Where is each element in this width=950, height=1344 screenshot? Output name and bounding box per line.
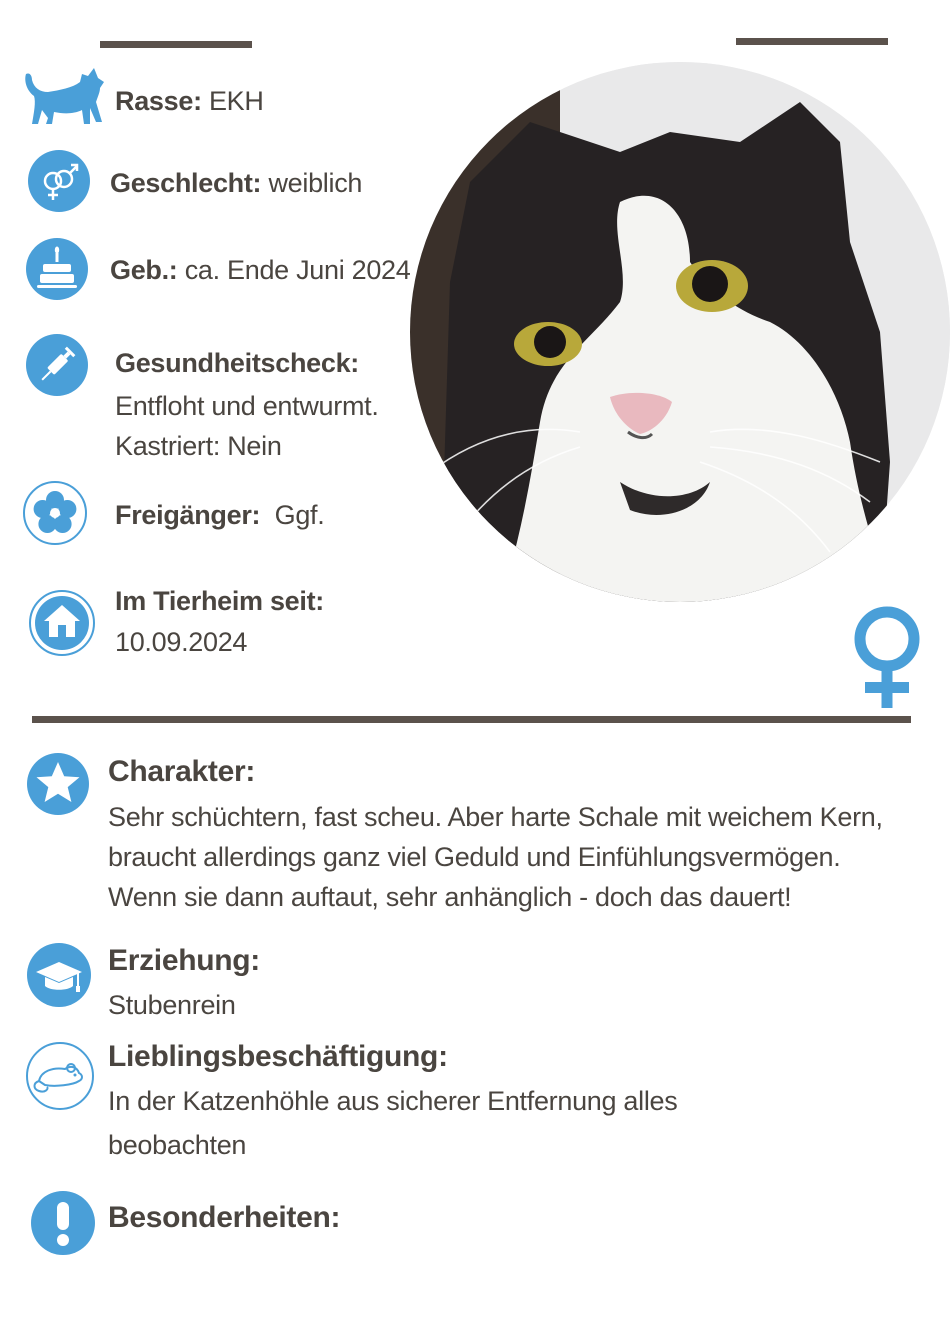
house-icon bbox=[28, 589, 96, 657]
character-line-1: Sehr schüchtern, fast scheu. Aber harte Schale mit weichem Kern, bbox=[108, 802, 883, 832]
character-label: Charakter: bbox=[108, 755, 256, 788]
mouse-icon bbox=[25, 1041, 95, 1111]
hobby-label: Lieblingsbeschäftigung: bbox=[108, 1040, 448, 1073]
health-label-text bbox=[115, 343, 359, 383]
birth-label: Geb.: bbox=[110, 255, 178, 285]
sex-text bbox=[110, 163, 362, 203]
female-symbol-icon bbox=[852, 606, 922, 708]
flower-icon bbox=[22, 480, 88, 546]
shelter-label-text bbox=[115, 581, 324, 621]
shelter-label: Im Tierheim seit: bbox=[115, 586, 324, 616]
education-label: Erziehung: bbox=[108, 944, 260, 977]
hobby-line-1: In der Katzenhöhle aus sicherer Entfernung alles bbox=[108, 1086, 678, 1116]
graduation-cap-icon bbox=[26, 942, 92, 1008]
cake-icon bbox=[26, 238, 88, 300]
birth-text bbox=[110, 250, 411, 290]
cat-photo bbox=[410, 62, 950, 602]
breed-label: Rasse: bbox=[115, 86, 202, 116]
birth-value: ca. Ende Juni 2024 bbox=[184, 255, 411, 285]
exclamation-icon bbox=[30, 1190, 96, 1256]
outdoor-text bbox=[115, 495, 324, 535]
section-divider bbox=[32, 716, 911, 723]
breed-text bbox=[115, 81, 264, 121]
health-line1: Entfloht und entwurmt. bbox=[115, 391, 379, 421]
breed-value: EKH bbox=[208, 86, 264, 116]
cat-icon bbox=[22, 68, 104, 128]
education-value: Stubenrein bbox=[108, 990, 236, 1020]
outdoor-label: Freigänger: bbox=[115, 500, 261, 530]
syringe-icon bbox=[26, 334, 88, 396]
shelter-value: 10.09.2024 bbox=[115, 627, 248, 657]
character-line-3: Wenn sie dann auftaut, sehr anhänglich - doch das dauert! bbox=[108, 882, 792, 912]
sex-value: weiblich bbox=[268, 168, 363, 198]
special-label: Besonderheiten: bbox=[108, 1201, 341, 1234]
top-rule-left bbox=[100, 41, 252, 48]
outdoor-value: Ggf. bbox=[274, 500, 325, 530]
top-rule-right bbox=[736, 38, 888, 45]
hobby-line-2: beobachten bbox=[108, 1130, 247, 1160]
health-line2: Kastriert: Nein bbox=[115, 431, 282, 461]
sex-label: Geschlecht: bbox=[110, 168, 262, 198]
health-label: Gesundheitscheck: bbox=[115, 348, 359, 378]
star-icon bbox=[26, 752, 90, 816]
gender-icon bbox=[28, 150, 90, 212]
character-line-2: braucht allerdings ganz viel Geduld und Einfühlungsvermögen. bbox=[108, 842, 841, 872]
